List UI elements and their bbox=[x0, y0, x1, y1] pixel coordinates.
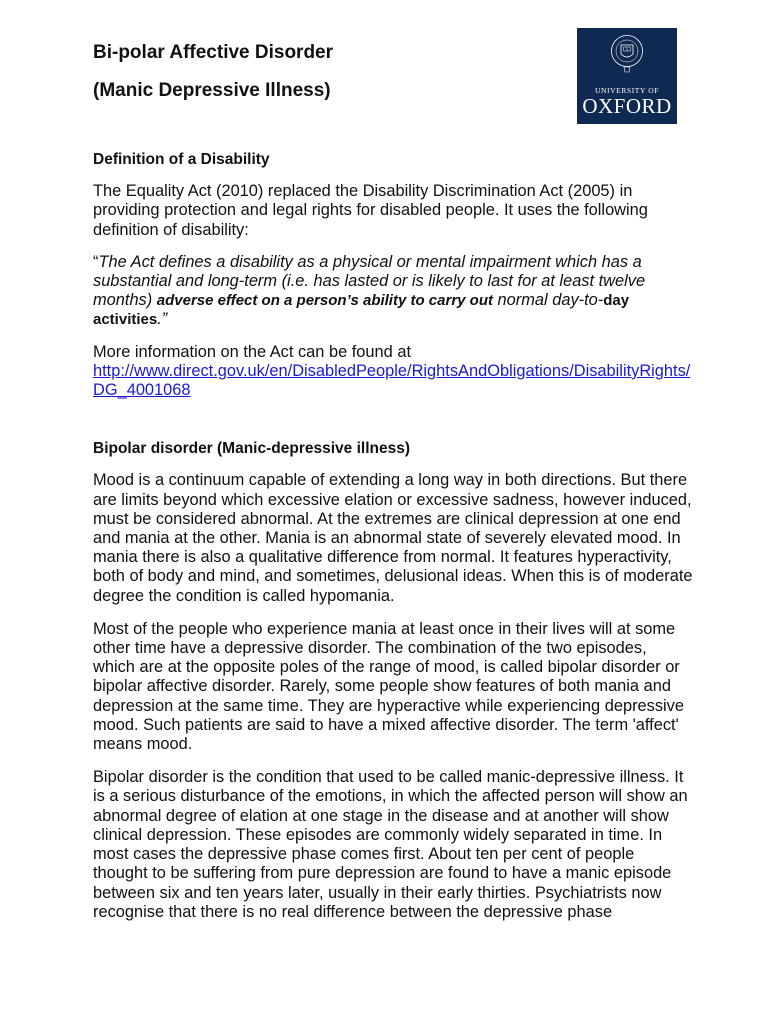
quote-emphasis-2: day activities bbox=[93, 292, 630, 329]
more-info-text: More information on the Act can be found at bbox=[93, 342, 411, 361]
logo-oxford: OXFORD bbox=[582, 94, 672, 118]
quote-close: .” bbox=[157, 310, 168, 329]
oxford-crest-icon bbox=[610, 34, 644, 80]
quote-text: The Act defines a disability as a physical or mental impairment which has a substantial and long-term (i.e. has lasted or is likely to last for at least twelve months) bbox=[93, 252, 646, 310]
document-subtitle: (Manic Depressive Illness) bbox=[93, 80, 331, 101]
document-body bbox=[93, 150, 693, 922]
section-heading-definition: Definition of a Disability bbox=[93, 151, 270, 168]
logo-university-of: UNIVERSITY OF bbox=[595, 86, 659, 95]
definition-intro: The Equality Act (2010) replaced the Disability Discrimination Act (2005) in providing protection and legal rights for disabled people. It uses the following definition of disability: bbox=[93, 182, 648, 239]
quote-text-2: normal day-to- bbox=[493, 291, 604, 310]
body-paragraph-2: Most of the people who experience mania at least once in their lives will at some other time have a depressive disorder. The combination of the two episodes, which are at the opposite poles of the range of mood, is called bipolar disorder or bipolar affective disorder. Rarely, some people show features of both mania and depression at the same time. They are hyperactive while experiencing depressive mood. Such patients are said to have a mixed affective disorder. The term 'affect' means mood. bbox=[93, 619, 684, 754]
document-title: Bi-polar Affective Disorder bbox=[93, 42, 334, 63]
quote-emphasis: adverse effect on a person’s ability to carry out bbox=[156, 292, 493, 310]
body-paragraph-1: Mood is a continuum capable of extending a long way in both directions. But there are limits beyond which excessive elation or excessive sadness, however induced, must be considered abnormal. At the extremes are clinical depression at one end and mania at the other. Mania is an abnormal state of severely elevated mood. In mania there is also a qualitative difference from normal. It features hyperactivity, both of body and mind, and sometimes, delusional ideas. When this is of moderate degree the condition is called hypomania. bbox=[93, 471, 693, 605]
oxford-logo bbox=[577, 28, 677, 124]
act-quote bbox=[93, 253, 693, 330]
act-info-link[interactable]: http://www.direct.gov.uk/en/DisabledPeople/RightsAndObligations/DisabilityRights/DG_4001068 bbox=[93, 361, 691, 400]
body-paragraph-3: Bipolar disorder is the condition that used to be called manic-depressive illness. It is a serious disturbance of the emotions, in which the affected person will show an abnormal degree of elation at one stage in the disease and at another will show clinical depression. These episodes are commonly widely separated in time. In most cases the depressive phase comes first. About ten per cent of people thought to be suffering from pure depression are found to have a manic episode between six and ten years later, usually in their early thirties. Psychiatrists now recognise that there is no real difference between the depressive phase bbox=[93, 768, 688, 921]
quote-open: “ bbox=[93, 252, 99, 271]
section-heading-bipolar: Bipolar disorder (Manic-depressive illness) bbox=[93, 440, 410, 458]
